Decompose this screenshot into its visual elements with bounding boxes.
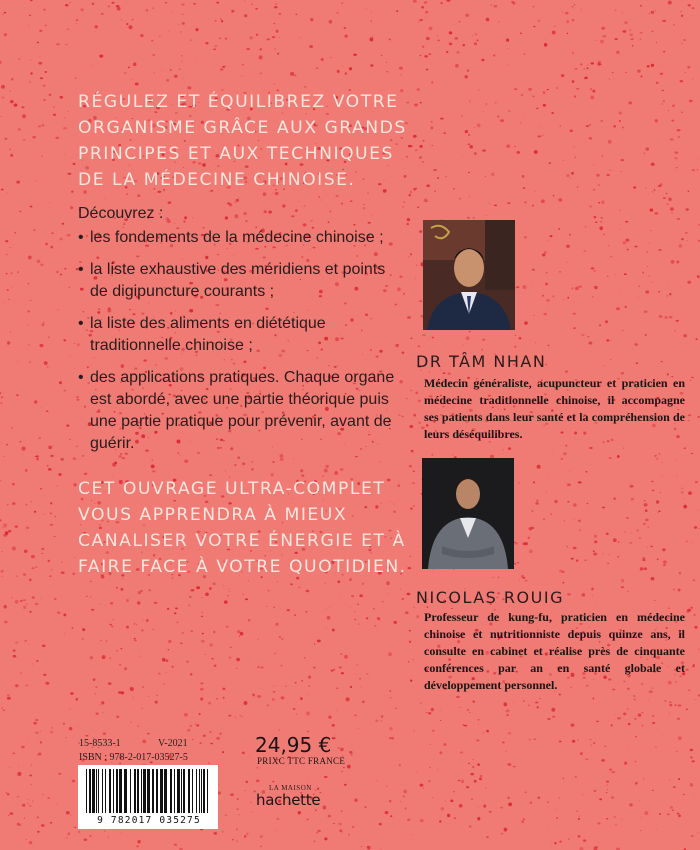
- price: 24,95 €: [255, 733, 332, 757]
- author-bio-nicolas-rouig: Professeur de kung-fu, praticien en médecine chinoise et nutritionniste depuis quinze ans, il consulte en cabinet et réalise près de cinquante conférences par an en santé globale et développement personnel.: [424, 610, 685, 692]
- price-note: PRIXC TTC FRANCE: [257, 756, 346, 766]
- discover-intro: Découvrez :: [78, 205, 164, 222]
- author-photo-tam-nhan: [423, 220, 515, 330]
- publisher-logo: hachette: [256, 791, 321, 809]
- version-code: V-2021: [158, 738, 188, 749]
- reference-code: 15-8533-1: [79, 738, 121, 749]
- discover-list: [78, 227, 398, 455]
- author-name-nicolas-rouig: NICOLAS ROUIG: [416, 588, 564, 607]
- list-item: • des applications pratiques. Chaque organe est abordé, avec une partie théorique puis une partie pratique pour prévenir, avant de guérir.: [78, 367, 398, 455]
- author-photo-nicolas-rouig: [422, 458, 514, 569]
- barcode-digits: 9 782017 035275: [97, 815, 201, 826]
- list-item: • la liste exhaustive des méridiens et points de digipuncture courants ;: [78, 259, 398, 303]
- discover-section: [78, 203, 398, 465]
- headline-bottom: CET OUVRAGE ULTRA-COMPLET VOUS APPRENDRA À MIEUX CANALISER VOTRE ÉNERGIE ET À FAIRE FACE À VOTRE QUOTIDIEN.: [78, 479, 407, 577]
- publisher-label: LA MAISON: [269, 784, 312, 792]
- author-name-tam-nhan: DR TÂM NHAN: [416, 352, 547, 371]
- list-item: • les fondements de la médecine chinoise ;: [78, 227, 398, 249]
- headline-top: RÉGULEZ ET ÉQUILIBREZ VOTRE ORGANISME GRÂCE AUX GRANDS PRINCIPES ET AUX TECHNIQUES DE LA MÉDECINE CHINOISE.: [78, 92, 407, 190]
- isbn-code: ISBN : 978-2-017-03527-5: [79, 752, 188, 763]
- author-bio-tam-nhan: Médecin généraliste, acupuncteur et praticien en médecine traditionnelle chinoise, il accompagne ses patients dans leur santé et la compréhension de leurs déséquilibres.: [424, 376, 685, 441]
- list-item: • la liste des aliments en diététique traditionnelle chinoise ;: [78, 313, 398, 357]
